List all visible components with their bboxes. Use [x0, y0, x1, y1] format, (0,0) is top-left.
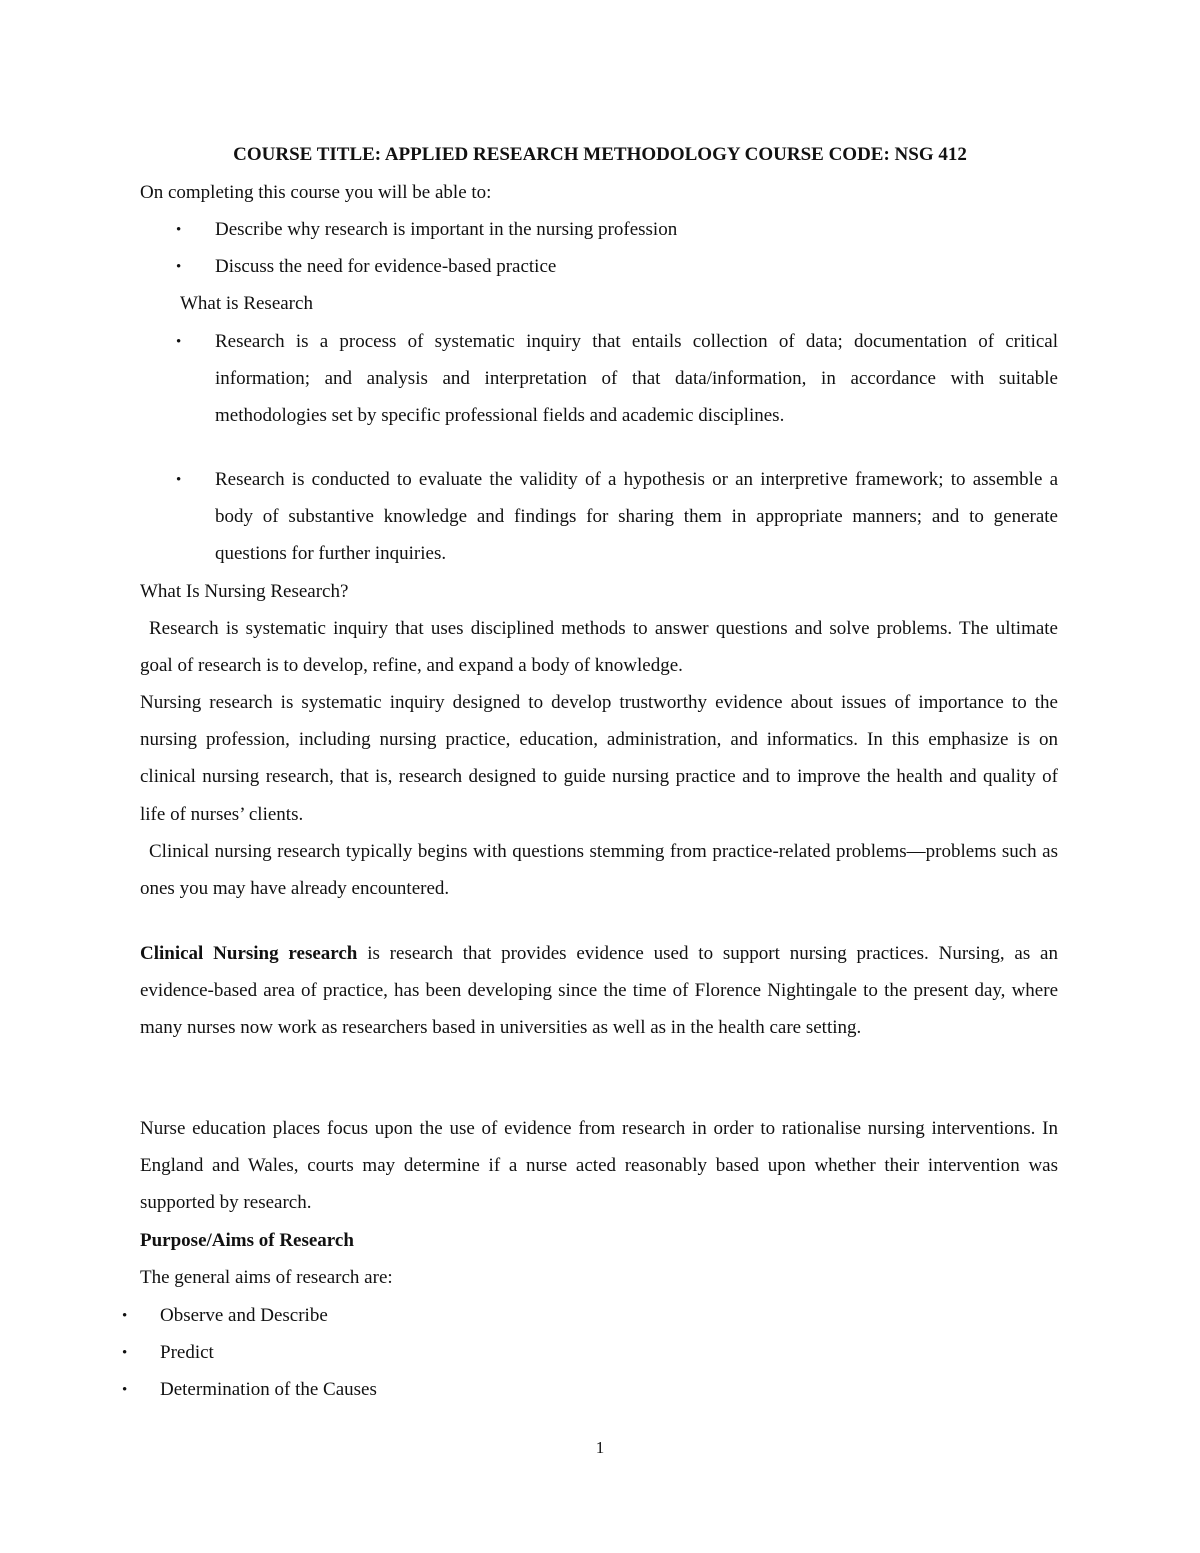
aim-item: Predict: [160, 1342, 214, 1363]
paragraph: Clinical nursing research typically begins with questions stemming from practice-related problems—problems such as ones you may have already encountered.: [140, 841, 1058, 900]
course-title: COURSE TITLE: APPLIED RESEARCH METHODOLOGY COURSE CODE: NSG 412: [233, 144, 967, 165]
paragraph: Research is systematic inquiry that uses disciplined methods to answer questions and solve problems. The ultimate goal of research is to develop, refine, and expand a body of knowledge.: [140, 618, 1058, 677]
bullet-icon: •: [122, 1308, 128, 1324]
bullet-icon: •: [176, 472, 182, 488]
research-definition-item: Research is conducted to evaluate the validity of a hypothesis or an interpretive framework; to assemble a body of substantive knowledge and findings for sharing them in appropriate manners; and to generate questions for further inquiries.: [215, 469, 1058, 565]
paragraph: [140, 935, 1058, 1047]
section-heading-purpose: Purpose/Aims of Research: [140, 1230, 354, 1251]
bullet-icon: •: [122, 1345, 128, 1361]
section-heading-nursing-research: What Is Nursing Research?: [140, 581, 349, 602]
aims-intro: The general aims of research are:: [140, 1267, 393, 1288]
aim-item: Observe and Describe: [160, 1305, 328, 1326]
objective-item: Discuss the need for evidence-based practice: [215, 256, 557, 277]
intro-line: On completing this course you will be able to:: [140, 182, 492, 203]
paragraph: Nurse education places focus upon the use of evidence from research in order to rationalise nursing interventions. In England and Wales, courts may determine if a nurse acted reasonably based upon whether their intervention was supported by research.: [140, 1118, 1058, 1214]
objective-item: Describe why research is important in the nursing profession: [215, 219, 678, 240]
bullet-icon: •: [122, 1382, 128, 1398]
bullet-icon: •: [176, 222, 182, 238]
bullet-icon: •: [176, 259, 182, 275]
research-definition-item: Research is a process of systematic inquiry that entails collection of data; documentation of critical information; and analysis and interpretation of that data/information, in accordance with suitable methodologies set by specific professional fields and academic disciplines.: [215, 331, 1058, 427]
paragraph: Nursing research is systematic inquiry designed to develop trustworthy evidence about issues of importance to the nursing profession, including nursing practice, education, administration, and informatics. In this emphasize is on clinical nursing research, that is, research designed to guide nursing practice and to improve the health and quality of life of nurses’ clients.: [140, 692, 1058, 825]
paragraph-text: is research that provides evidence used to support nursing practices. Nursing, as an evidence-based area of practice, has been developing since the time of Florence Nightingale to the present day, where many nurses now work as researchers based in universities as well as in the health care setting.: [140, 943, 1058, 1039]
clinical-nursing-research-term: Clinical Nursing research: [140, 943, 358, 964]
page-number: 1: [595, 1438, 605, 1457]
section-heading-what-is-research: What is Research: [180, 293, 313, 314]
aim-item: Determination of the Causes: [160, 1379, 377, 1400]
bullet-icon: •: [176, 334, 182, 350]
